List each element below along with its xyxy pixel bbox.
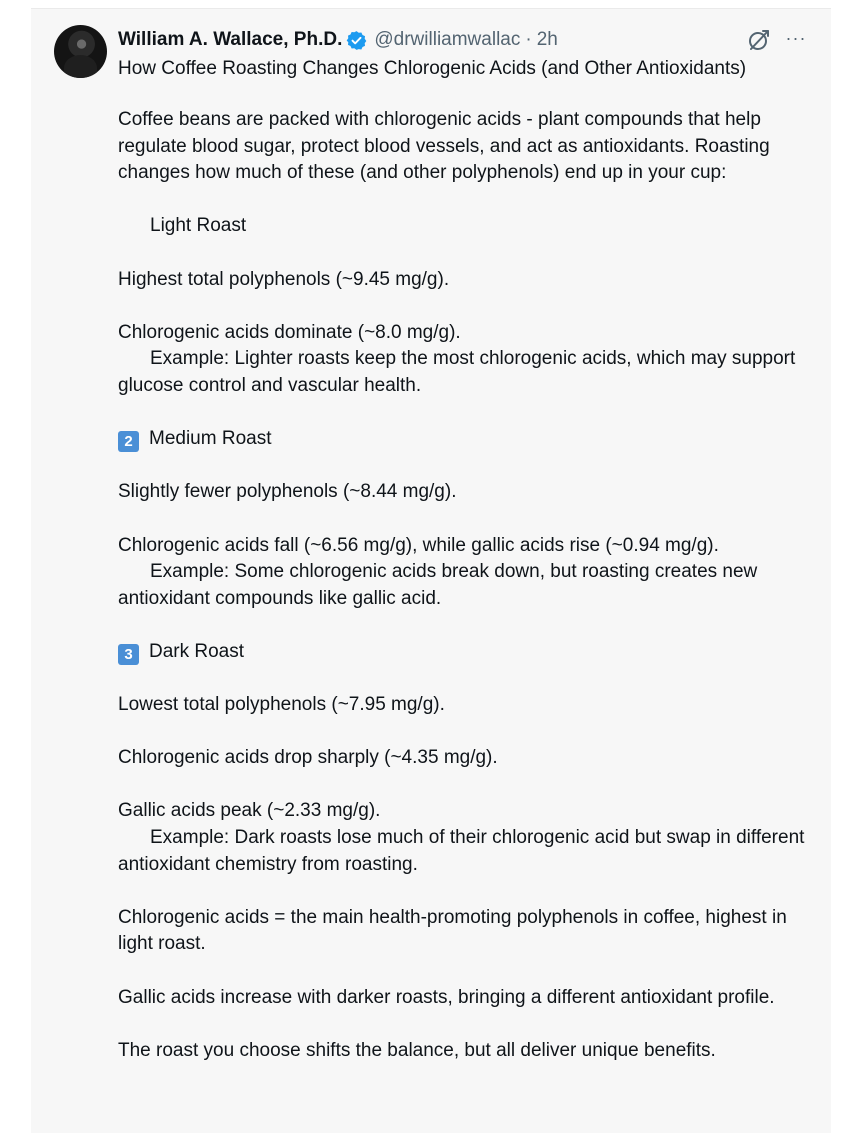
light-example: Example: Lighter roasts keep the most chlorogenic acids, which may support glucose control and vascular health.: [118, 348, 796, 396]
post-title: How Coffee Roasting Changes Chlorogenic Acids (and Other Antioxidants): [118, 58, 747, 79]
section-medium-heading: [118, 426, 818, 453]
intro-paragraph: Coffee beans are packed with chlorogenic acids - plant compounds that help regulate blood sugar, protect blood vessels, and act as antioxidants. Roasting changes how much of these (and other polyphenols) end up in your cup:: [118, 109, 770, 184]
keycap-3-icon: 3: [118, 644, 139, 665]
summary-3: The roast you choose shifts the balance, but all deliver unique benefits.: [118, 1039, 716, 1061]
post-header: [118, 27, 558, 53]
section-light-heading: [118, 213, 818, 240]
light-line-1: Highest total polyphenols (~9.45 mg/g).: [118, 268, 450, 290]
dark-roast-heading: Dark Roast: [149, 640, 245, 662]
keycap-2-icon: 2: [118, 431, 139, 452]
light-roast-heading: Light Roast: [150, 215, 247, 237]
medium-line-1: Slightly fewer polyphenols (~8.44 mg/g).: [118, 481, 457, 503]
summary-1: Chlorogenic acids = the main health-promoting polyphenols in coffee, highest in light roast.: [118, 906, 787, 955]
medium-line-2: Chlorogenic acids fall (~6.56 mg/g), while gallic acids rise (~0.94 mg/g).: [118, 534, 719, 556]
dark-block: [118, 798, 818, 878]
medium-roast-heading: Medium Roast: [149, 428, 272, 450]
grok-icon[interactable]: [746, 27, 772, 53]
verified-badge-icon: [346, 30, 367, 51]
dark-line-3: Gallic acids peak (~2.33 mg/g).: [118, 800, 381, 822]
section-dark-heading: [118, 639, 818, 666]
more-icon[interactable]: ···: [785, 28, 807, 48]
author-name[interactable]: William A. Wallace, Ph.D.: [118, 29, 343, 50]
dark-example: Example: Dark roasts lose much of their chlorogenic acid but swap in different antioxidant chemistry from roasting.: [118, 827, 805, 875]
summary-2: Gallic acids increase with darker roasts, bringing a different antioxidant profile.: [118, 986, 775, 1008]
medium-block: [118, 533, 818, 613]
light-line-2: Chlorogenic acids dominate (~8.0 mg/g).: [118, 321, 461, 343]
post-body: [118, 107, 818, 1091]
post-timestamp[interactable]: 2h: [536, 29, 558, 50]
separator-dot: ·: [525, 29, 532, 50]
dark-line-1: Lowest total polyphenols (~7.95 mg/g).: [118, 694, 445, 716]
avatar[interactable]: [54, 25, 107, 78]
author-handle[interactable]: @drwilliamwallac: [374, 29, 521, 50]
dark-line-2: Chlorogenic acids drop sharply (~4.35 mg/g).: [118, 747, 498, 769]
medium-example: Example: Some chlorogenic acids break down, but roasting creates new antioxidant compounds like gallic acid.: [118, 561, 758, 609]
post-card: [31, 8, 831, 1133]
light-block: [118, 320, 818, 400]
